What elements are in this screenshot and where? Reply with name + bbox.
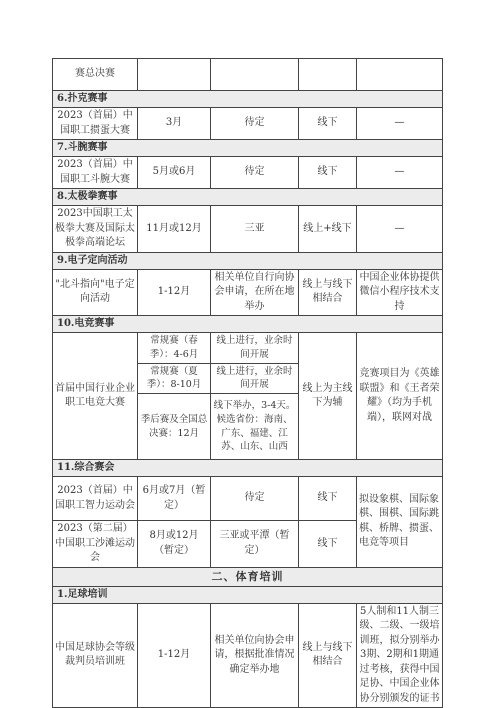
section-header-poker: 6.扑克赛事 xyxy=(53,91,443,108)
place-cell: 线上进行，业余时间开展 xyxy=(211,363,299,394)
time-cell: 1-12月 xyxy=(138,269,211,316)
section-header-football-training: 1.足球培训 xyxy=(53,586,443,603)
section-header-arm-wrestling: 7.斗腕赛事 xyxy=(53,140,443,157)
event-name-cell: 首届中国行业企业职工电竞大赛 xyxy=(53,333,138,460)
place-cell: 待定 xyxy=(211,477,299,521)
place-cell: 线上进行，业余时间开展 xyxy=(211,333,299,364)
section-header-comprehensive: 11.综合赛会 xyxy=(53,460,443,477)
note-cell: 竞赛项目为《英雄联盟》和《王者荣耀》（均为手机端），联网对战 xyxy=(357,333,443,460)
note-cell: 中国企业体协提供微信小程序技术支持 xyxy=(357,269,443,316)
time-cell: 3月 xyxy=(138,108,211,140)
time-cell: 6月或7月（暂定） xyxy=(138,477,211,521)
place-cell: 线下举办，3-4天。候选省份：海南、广东、福建、江苏、山东、山西 xyxy=(211,394,299,460)
mode-cell: 线下 xyxy=(299,477,357,521)
mode-cell: 线下 xyxy=(299,108,357,140)
mode-cell: 线上为主线下为辅 xyxy=(299,333,357,460)
time-cell: 8月或12月（暂定） xyxy=(138,521,211,568)
time-cell: 11月或12月 xyxy=(138,206,211,253)
note-cell: 拟设象棋、国际象棋、围棋、国际跳棋、桥牌、掼蛋、电竞等项目 xyxy=(357,477,443,568)
table-row xyxy=(53,269,443,316)
place-cell: 相关单位自行向协会申请，在所在地举办 xyxy=(211,269,299,316)
note-cell: — xyxy=(357,108,443,140)
event-name-cell: 2023（第二届）中国职工沙滩运动会 xyxy=(53,521,138,568)
note-cell: 5人制和11人制三级、二级、一级培训班，拟分别举办3期、2期和1期通过考核，获得中国足协、中国企业体协分别颁发的证书 xyxy=(357,603,443,708)
time-cell: 季后赛及全国总决赛：12月 xyxy=(138,394,211,460)
time-cell: 常规赛（春季）：4-6月 xyxy=(138,333,211,364)
mode-cell: 线上与线下相结合 xyxy=(299,603,357,708)
event-schedule-table xyxy=(52,58,443,708)
event-name-cell: "北斗指向"电子定向活动 xyxy=(53,269,138,316)
section-header-orienteering: 9.电子定向活动 xyxy=(53,252,443,269)
event-name-cell: 2023中国职工太极拳大赛及国际太极拳高端论坛 xyxy=(53,206,138,253)
place-cell: 待定 xyxy=(211,157,299,189)
table-row xyxy=(53,477,443,521)
place-cell: 相关单位向协会申请，根据批准情况确定举办地 xyxy=(211,603,299,708)
table-row xyxy=(53,157,443,189)
mode-cell: 线下 xyxy=(299,521,357,568)
table-row xyxy=(53,108,443,140)
table-row xyxy=(53,59,443,91)
time-cell: 常规赛（夏季）：8-10月 xyxy=(138,363,211,394)
section-header-esports: 10.电竞赛事 xyxy=(53,316,443,333)
place-cell: 三亚 xyxy=(211,206,299,253)
note-cell: — xyxy=(357,206,443,253)
section-header-taichi: 8.太极拳赛事 xyxy=(53,189,443,206)
place-cell: 三亚或平潭（暂定） xyxy=(211,521,299,568)
event-name-cell: 2023（首届）中国职工智力运动会 xyxy=(53,477,138,521)
table-row xyxy=(53,603,443,708)
table-row xyxy=(53,206,443,253)
event-name-cell: 中国足球协会等级裁判员培训班 xyxy=(53,603,138,708)
mode-cell: 线上+线下 xyxy=(299,206,357,253)
mode-cell: 线下 xyxy=(299,157,357,189)
event-name-cell: 赛总决赛 xyxy=(53,59,138,91)
table-row xyxy=(53,333,443,364)
time-cell: 5月或6月 xyxy=(138,157,211,189)
event-name-cell: 2023（首届）中国职工掼蛋大赛 xyxy=(53,108,138,140)
major-section-header-training: 二、体育培训 xyxy=(53,567,443,586)
time-cell: 1-12月 xyxy=(138,603,211,708)
mode-cell: 线上与线下相结合 xyxy=(299,269,357,316)
note-cell: — xyxy=(357,157,443,189)
place-cell: 待定 xyxy=(211,108,299,140)
event-name-cell: 2023（首届）中国职工斗腕大赛 xyxy=(53,157,138,189)
